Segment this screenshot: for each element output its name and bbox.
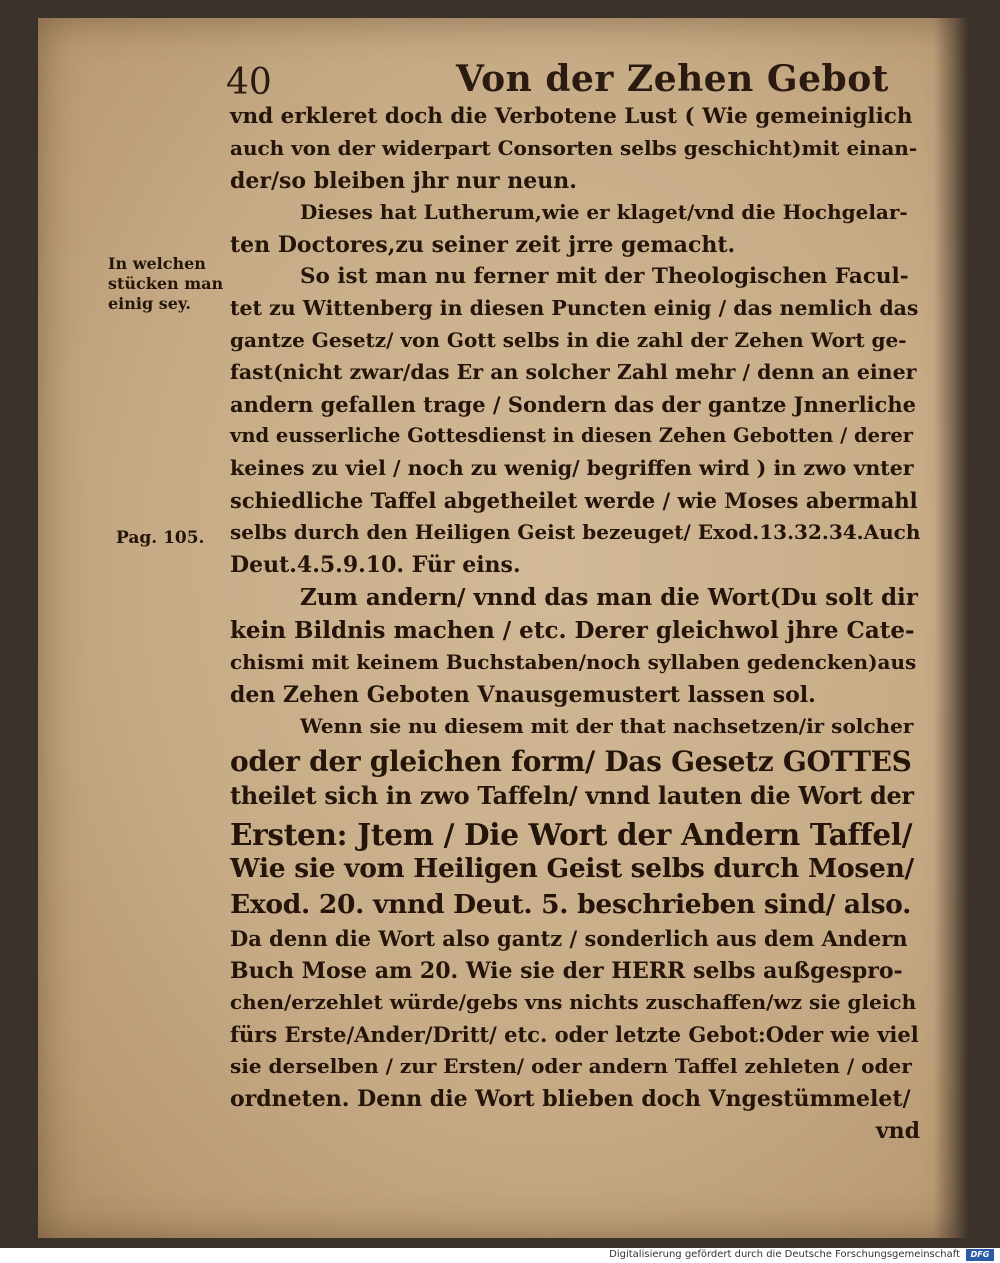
text-line: Exod. 20. vnnd Deut. 5. beschrieben sind/ also.: [230, 889, 912, 920]
marginal-line: In welchen: [108, 254, 206, 273]
text-line: gantze Gesetz/ von Gott selbs in die zahl der Zehen Wort ge-: [230, 328, 907, 352]
funding-credit: Digitalisierung gefördert durch die Deutsche Forschungsgemeinschaft: [609, 1249, 960, 1260]
text-line: tet zu Wittenberg in diesen Puncten einig / das nemlich das: [230, 296, 919, 320]
text-line: Dieses hat Lutherum,wie er klaget/vnd die Hochgelar-: [300, 200, 908, 224]
text-line: vnd eusserliche Gottesdienst in diesen Zehen Gebotten / derer: [230, 424, 914, 447]
footer-bar: [0, 1248, 1000, 1263]
text-line: Buch Mose am 20. Wie sie der HERR selbs außgespro-: [230, 958, 903, 984]
text-line: theilet sich in zwo Taffeln/ vnnd lauten die Wort der: [230, 781, 914, 810]
text-line: Da denn die Wort also gantz / sonderlich aus dem Andern: [230, 926, 908, 951]
page-number: 40: [226, 62, 272, 103]
text-line: ordneten. Denn die Wort blieben doch Vngestümmelet/: [230, 1086, 911, 1112]
text-line: vnd erkleret doch die Verbotene Lust ( Wie gemeiniglich: [230, 104, 913, 129]
text-line: fast(nicht zwar/das Er an solcher Zahl mehr / denn an einer: [230, 360, 917, 384]
marginal-line: einig sey.: [108, 294, 191, 313]
marginal-note-page-ref: Pag. 105.: [116, 528, 205, 548]
text-line: chen/erzehlet würde/gebs vns nichts zuschaffen/wz sie gleich: [230, 990, 917, 1014]
text-line: kein Bildnis machen / etc. Derer gleichwol jhre Cate-: [230, 617, 915, 644]
text-line: keines zu viel / noch zu wenig/ begriffen wird ) in zwo vnter: [230, 456, 914, 480]
marginal-line: stücken man: [108, 274, 224, 293]
text-line: ten Doctores,zu seiner zeit jrre gemacht.: [230, 232, 736, 258]
book-page: [38, 18, 968, 1238]
text-line: chismi mit keinem Buchstaben/noch syllaben gedencken)aus: [230, 650, 917, 674]
text-line: der/so bleiben jhr nur neun.: [230, 168, 577, 194]
text-line: Wie sie vom Heiligen Geist selbs durch Mosen/: [230, 853, 914, 884]
running-title: Von der Zehen Gebot: [456, 58, 889, 100]
text-line: Wenn sie nu diesem mit der that nachsetzen/ir solcher: [300, 714, 914, 738]
text-line: andern gefallen trage / Sondern das der gantze Jnnerliche: [230, 392, 916, 417]
marginal-note-einig: [108, 256, 223, 316]
catchword: vnd: [875, 1118, 920, 1144]
text-line: sie derselben / zur Ersten/ oder andern Taffel zehleten / oder: [230, 1054, 912, 1078]
text-line: den Zehen Geboten Vnausgemustert lassen sol.: [230, 682, 816, 708]
dfg-logo: DFG: [966, 1249, 994, 1261]
text-line: selbs durch den Heiligen Geist bezeuget/ Exod.13.32.34.Auch: [230, 520, 921, 544]
text-line: oder der gleichen form/ Das Gesetz GOTTES: [230, 745, 912, 778]
text-line: Ersten: Jtem / Die Wort der Andern Taffel/: [230, 817, 913, 852]
page-binding-shadow: [934, 18, 968, 1238]
text-line: So ist man nu ferner mit der Theologischen Facul-: [300, 264, 909, 289]
text-line: auch von der widerpart Consorten selbs geschicht)mit einan-: [230, 136, 918, 160]
text-line: Zum andern/ vnnd das man die Wort(Du solt dir: [300, 584, 918, 611]
text-line: schiedliche Taffel abgetheilet werde / wie Moses abermahl: [230, 488, 918, 513]
text-line: Deut.4.5.9.10. Für eins.: [230, 552, 521, 578]
text-line: fürs Erste/Ander/Dritt/ etc. oder letzte Gebot:Oder wie viel: [230, 1022, 919, 1047]
body-text: [230, 106, 920, 1152]
